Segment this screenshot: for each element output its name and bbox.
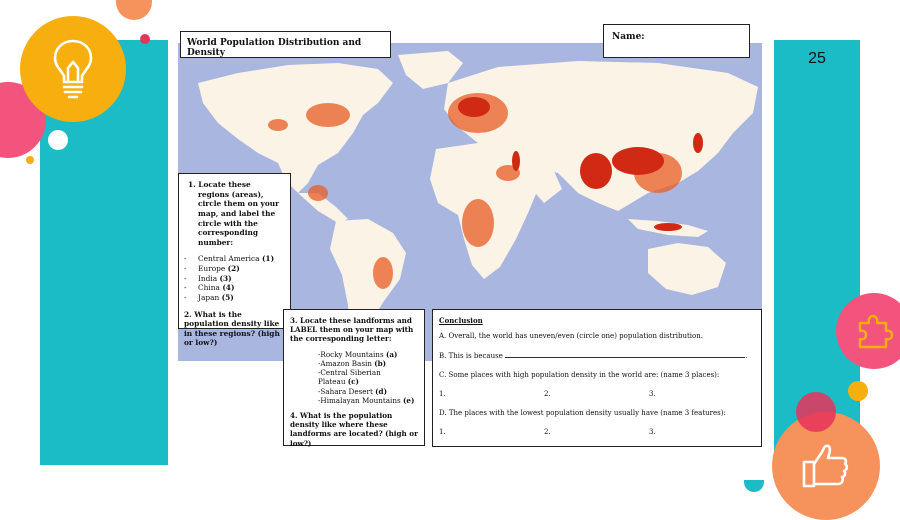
answer-numbers-c: 1. 2. 3. — [439, 390, 656, 398]
conclusion-c: C. Some places with high population density in the world are: (name 3 places): — [439, 371, 720, 379]
list-item: -Himalayan Mountains (e) — [318, 395, 415, 405]
conclusion-d: D. The places with the lowest population density usually have (name 3 features): — [439, 409, 726, 417]
answer-numbers-d: 1. 2. 3. — [439, 428, 656, 436]
decorative-dot — [848, 381, 868, 401]
lightbulb-badge — [20, 16, 126, 122]
decorative-dot — [48, 130, 68, 150]
question-regions-panel — [178, 173, 291, 348]
list-item: - Europe (2) — [184, 264, 240, 273]
list-item: -Amazon Basin (b) — [318, 358, 387, 368]
puzzle-icon — [854, 311, 894, 351]
page-number: 25 — [808, 50, 826, 67]
list-item: -Sahara Desert (d) — [318, 386, 387, 396]
decorative-circle — [796, 392, 836, 432]
conclusion-b-row: B. This is because . — [439, 352, 748, 360]
question-landforms-panel — [283, 309, 425, 446]
list-item: -Rocky Mountains (a) — [318, 349, 398, 359]
decorative-dot — [140, 34, 150, 44]
list-item: - Central America (1) — [184, 254, 275, 264]
name-field: Name: — [603, 24, 750, 58]
conclusion-heading: Conclusion — [439, 316, 483, 325]
question-3: 3. Locate these landforms and LABEL them on your map with the corresponding letter: — [290, 316, 414, 344]
conclusion-b: B. This is because — [439, 352, 503, 360]
landform-list — [318, 350, 419, 405]
worksheet-title: World Population Distribution and Density — [180, 31, 391, 58]
list-item: - Japan (5) — [184, 292, 234, 302]
list-item: -Central Siberian Plateau (c) — [318, 368, 381, 387]
question-1: 1. Locate these regions (areas), circle them on your map, and label the circle with the corresponding number: — [188, 180, 280, 247]
decorative-half-circle — [744, 480, 764, 492]
answer-line — [505, 351, 745, 358]
conclusion-panel — [432, 309, 762, 447]
question-2: 2. What is the population density like in these regions? (high or low?) — [184, 309, 280, 348]
thumbs-up-icon — [800, 440, 852, 492]
decorative-dot — [26, 156, 34, 164]
lightbulb-icon — [51, 38, 95, 100]
list-item: - China (4) — [184, 283, 235, 293]
decorative-circle — [116, 0, 152, 20]
question-4: 4. What is the population density like where these landforms are located? (high or low?) — [290, 410, 418, 448]
conclusion-a: A. Overall, the world has uneven/even (circle one) population distribution. — [439, 332, 703, 340]
region-list — [184, 254, 284, 302]
list-item: - India (3) — [184, 273, 232, 283]
